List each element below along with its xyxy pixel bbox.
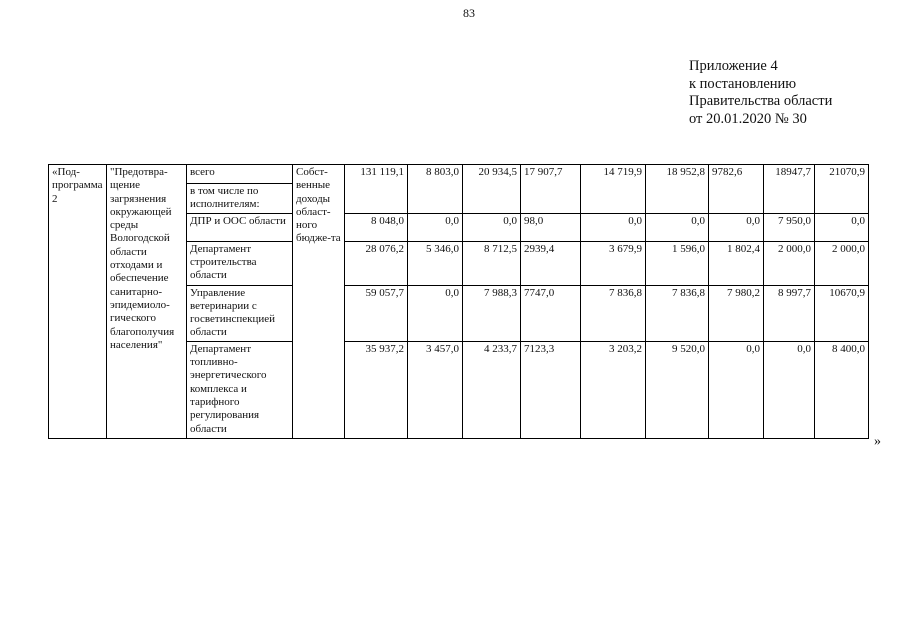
value-cell: 2 000,0 (815, 241, 869, 285)
value-cell: 1 802,4 (709, 241, 764, 285)
value-cell: 0,0 (815, 213, 869, 241)
value-cell: 3 679,9 (581, 241, 646, 285)
financing-table (48, 164, 869, 439)
value-cell: 2 000,0 (764, 241, 815, 285)
page-number: 83 (463, 6, 475, 20)
appendix-line: Правительства области (689, 93, 833, 109)
value-cell: 17 907,7 (521, 165, 581, 214)
subprogram-cell: «Под-программа 2 (49, 165, 107, 439)
funding-source-cell: Собст-венные доходы област-ного бюдже-та (293, 165, 345, 439)
value-cell: 1 596,0 (646, 241, 709, 285)
executor-cell: Департамент топливно-энергетического комплекса и тарифного регулирования области (187, 341, 293, 438)
value-cell: 0,0 (764, 341, 815, 438)
closing-quote: » (874, 434, 881, 449)
executor-cell: Управление ветеринарии с госветинспекцией области (187, 285, 293, 341)
value-cell: 10670,9 (815, 285, 869, 341)
value-cell: 59 057,7 (345, 285, 408, 341)
appendix-header (689, 58, 832, 128)
value-cell: 2939,4 (521, 241, 581, 285)
value-cell: 35 937,2 (345, 341, 408, 438)
value-cell: 0,0 (581, 213, 646, 241)
value-cell: 8 997,7 (764, 285, 815, 341)
value-cell: 0,0 (408, 285, 463, 341)
value-cell: 21070,9 (815, 165, 869, 214)
value-cell: 0,0 (646, 213, 709, 241)
value-cell: 3 457,0 (408, 341, 463, 438)
executor-cell: в том числе по исполнителям: (187, 184, 293, 214)
value-cell: 7 980,2 (709, 285, 764, 341)
value-cell: 7123,3 (521, 341, 581, 438)
value-cell: 7 836,8 (581, 285, 646, 341)
table-row (49, 165, 869, 184)
appendix-line: Приложение 4 (689, 58, 778, 74)
value-cell: 8 048,0 (345, 213, 408, 241)
value-cell: 20 934,5 (463, 165, 521, 214)
value-cell: 7 988,3 (463, 285, 521, 341)
value-cell: 8 400,0 (815, 341, 869, 438)
appendix-line: от 20.01.2020 № 30 (689, 110, 807, 127)
value-cell: 7 950,0 (764, 213, 815, 241)
value-cell: 28 076,2 (345, 241, 408, 285)
executor-cell: ДПР и ООС области (187, 213, 293, 241)
value-cell: 9782,6 (709, 165, 764, 214)
financing-table-wrapper (48, 164, 869, 439)
value-cell: 18947,7 (764, 165, 815, 214)
value-cell: 8 712,5 (463, 241, 521, 285)
value-cell: 0,0 (463, 213, 521, 241)
value-cell: 5 346,0 (408, 241, 463, 285)
executor-cell: всего (187, 165, 293, 184)
value-cell: 0,0 (709, 213, 764, 241)
value-cell: 7747,0 (521, 285, 581, 341)
value-cell: 3 203,2 (581, 341, 646, 438)
value-cell: 14 719,9 (581, 165, 646, 214)
value-cell: 18 952,8 (646, 165, 709, 214)
value-cell: 131 119,1 (345, 165, 408, 214)
value-cell: 0,0 (408, 213, 463, 241)
value-cell: 8 803,0 (408, 165, 463, 214)
subprogram-title-cell: "Предотвра-щение загрязнения окружающей среды Вологодской области отходами и обеспечение санитарно-эпидемиоло-гического благополучия населения" (107, 165, 187, 439)
value-cell: 0,0 (709, 341, 764, 438)
appendix-line: к постановлению (689, 75, 797, 92)
value-cell: 98,0 (521, 213, 581, 241)
value-cell: 9 520,0 (646, 341, 709, 438)
value-cell: 4 233,7 (463, 341, 521, 438)
executor-cell: Департамент строительства области (187, 241, 293, 285)
value-cell: 7 836,8 (646, 285, 709, 341)
